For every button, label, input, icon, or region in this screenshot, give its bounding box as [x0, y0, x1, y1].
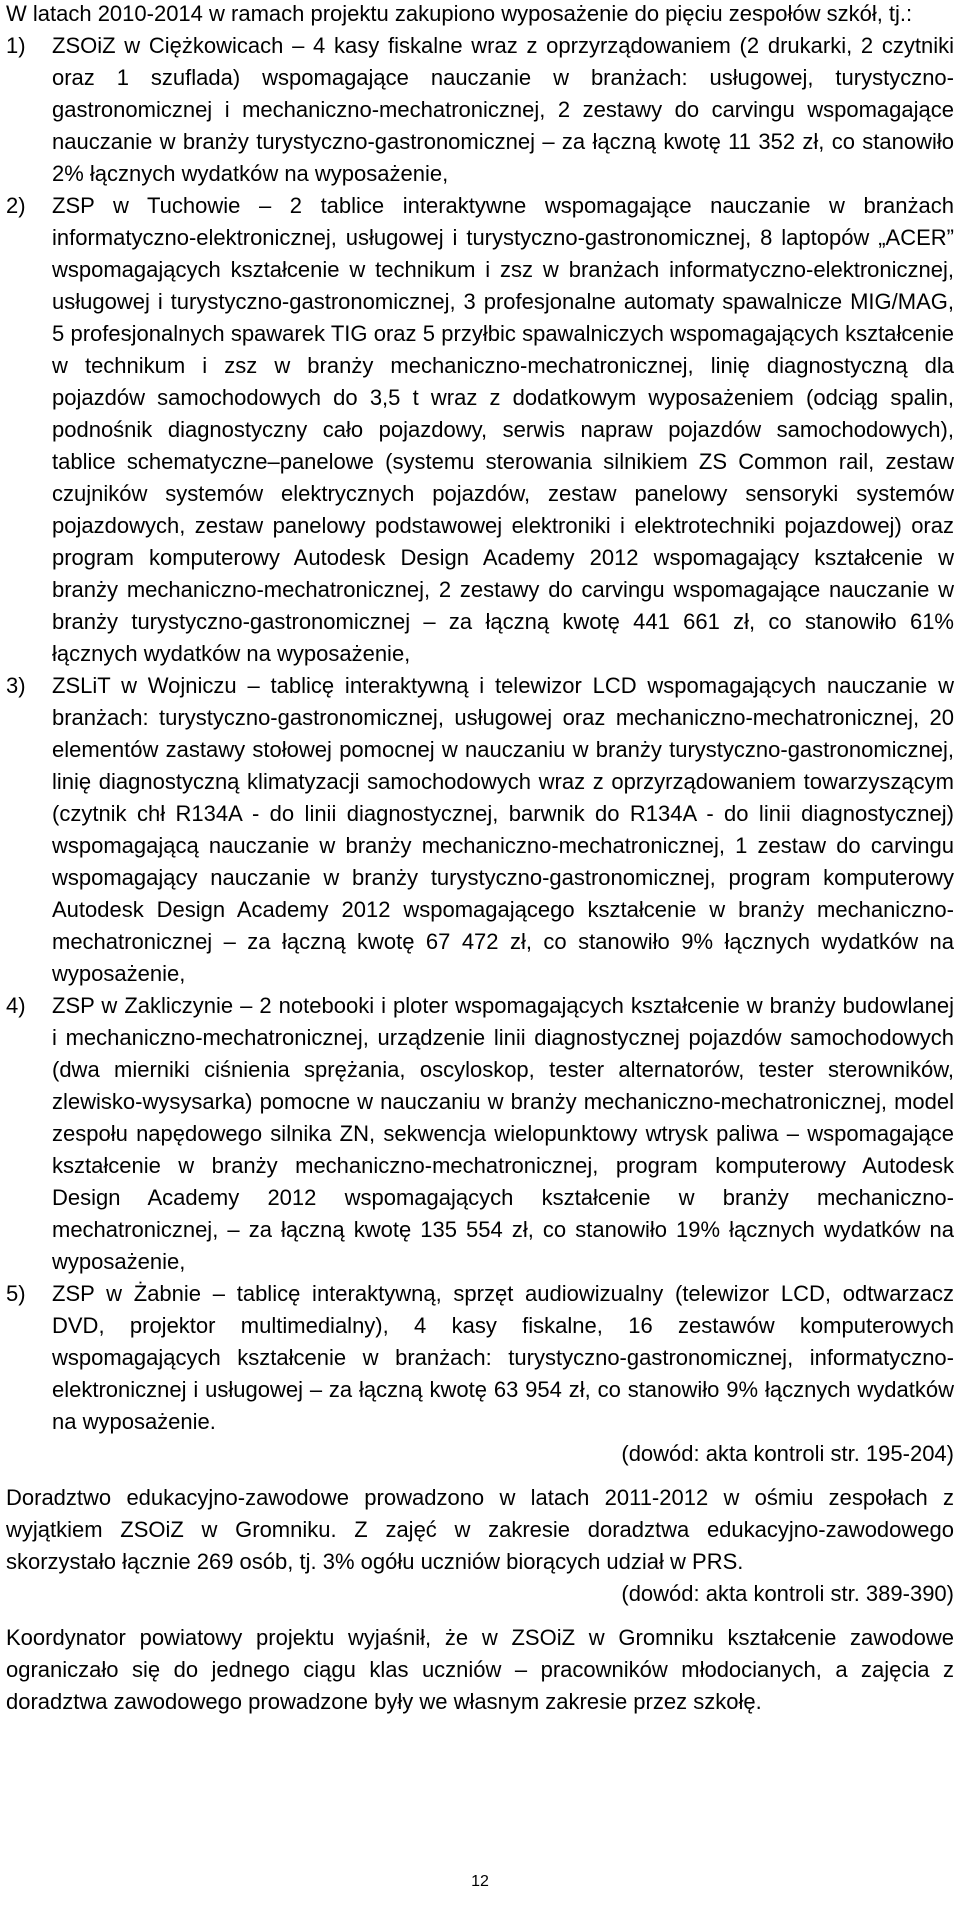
evidence-reference: (dowód: akta kontroli str. 389-390) — [621, 1581, 954, 1606]
list-item — [6, 30, 954, 190]
intro-line: W latach 2010-2014 w ramach projektu zakupiono wyposażenie do pięciu zespołów szkół, tj.: — [6, 1, 913, 26]
paragraph-career-counseling: Doradztwo edukacyjno-zawodowe prowadzono w latach 2011-2012 w ośmiu zespołach z wyjątkiem ZSOiZ w Gromniku. Z zajęć w zakresie doradztwa edukacyjno-zawodowego skorzystało łącznie 269 osób, tj. 3% ogółu uczniów biorących udział w PRS. — [6, 1485, 954, 1574]
paragraph-coordinator-explanation: Koordynator powiatowy projektu wyjaśnił, że w ZSOiZ w Gromniku kształcenie zawodowe ograniczało się do jednego ciągu klas uczniów – pracowników młodocianych, a zajęcia z doradztwa zawodowego prowadzone były we własnym zakresie przez szkołę. — [6, 1625, 954, 1714]
list-item-text: ZSOiZ w Ciężkowicach – 4 kasy fiskalne wraz z oprzyrządowaniem (2 drukarki, 2 czytniki oraz 1 szuflada) wspomagające nauczanie w branżach: usługowej, turystyczno-gastronomicznej i mechaniczno-mechatronicznej, 2 zestawy do carvingu wspomagające nauczanie w branży turystyczno-gastronomicznej – za łączną kwotę 11 352 zł, co stanowiło 2% łącznych wydatków na wyposażenie, — [52, 33, 954, 186]
list-item-number: 2) — [6, 193, 26, 218]
spacer — [6, 1470, 954, 1482]
list-item-number: 4) — [6, 993, 26, 1018]
list-item — [6, 190, 954, 670]
spacer — [6, 1610, 954, 1622]
evidence-reference: (dowód: akta kontroli str. 195-204) — [621, 1441, 954, 1466]
list-item-text: ZSP w Tuchowie – 2 tablice interaktywne wspomagające nauczanie w branżach informatyczno-elektronicznej, usługowej i turystyczno-gastronomicznej, 8 laptopów „ACER” wspomagających kształcenie w technikum i zsz w branżach informatyczno-elektronicznej, usługowej i turystyczno-gastronomicznej, 3 profesjonalne automaty spawalnicze MIG/MAG, 5 profesjonalnych spawarek TIG oraz 5 przyłbic spawalniczych wspomagających kształcenie w technikum i zsz w branży mechaniczno-mechatronicznej, linię diagnostyczną dla pojazdów samochodowych do 3,5 t wraz z dodatkowym wyposażeniem (odciąg spalin, podnośnik diagnostyczny cało pojazdowy, serwis napraw pojazdów samochodowych), tablice schematyczne–panelowe (systemu sterowania silnikiem ZS Common rail, zestaw czujników systemów elektrycznych pojazdów, zestaw panelowy sensoryki systemów pojazdowych, zestaw panelowy podstawowej elektroniki i elektrotechniki pojazdowej) oraz program komputerowy Autodesk Design Academy 2012 wspomagający kształcenie w branży mechaniczno-mechatronicznej, 2 zestawy do carvingu wspomagające nauczanie w branży turystyczno-gastronomicznej – za łączną kwotę 441 661 zł, co stanowiło 61% łącznych wydatków na wyposażenie, — [52, 193, 954, 666]
list-item-text: ZSP w Żabnie – tablicę interaktywną, sprzęt audiowizualny (telewizor LCD, odtwarzacz DVD, projektor multimedialny), 4 kasy fiskalne, 16 zestawów komputerowych wspomagających kształcenie w branżach: turystyczno-gastronomicznej, informatyczno-elektronicznej i usługowej – za łączną kwotę 63 954 zł, co stanowiło 9% łącznych wydatków na wyposażenie. — [52, 1281, 954, 1434]
schools-list — [6, 30, 954, 1438]
list-item — [6, 1278, 954, 1438]
list-item-number: 3) — [6, 673, 26, 698]
list-item-number: 5) — [6, 1281, 26, 1306]
list-item-number: 1) — [6, 33, 26, 58]
list-item — [6, 990, 954, 1278]
page-number: 12 — [471, 1873, 489, 1890]
list-item — [6, 670, 954, 990]
list-item-text: ZSLiT w Wojniczu – tablicę interaktywną i telewizor LCD wspomagających nauczanie w branżach: turystyczno-gastronomicznej, usługowej oraz mechaniczno-mechatronicznej, 20 elementów zastawy stołowej pomocnej w nauczaniu w branży turystyczno-gastronomicznej, linię diagnostyczną klimatyzacji samochodowych wraz z oprzyrządowaniem towarzyszącym (czytnik chł R134A - do linii diagnostycznej, barwnik do R134A - do linii diagnostycznej) wspomagającą nauczanie w branży mechaniczno-mechatronicznej, 1 zestaw do carvingu wspomagający nauczanie w branży turystyczno-gastronomicznej, program komputerowy Autodesk Design Academy 2012 wspomagającego kształcenie w branży mechaniczno-mechatronicznej – za łączną kwotę 67 472 zł, co stanowiło 9% łącznych wydatków na wyposażenie, — [52, 673, 954, 986]
list-item-text: ZSP w Zakliczynie – 2 notebooki i ploter wspomagających kształcenie w branży budowlanej i mechaniczno-mechatronicznej, urządzenie linii diagnostycznej pojazdów samochodowych (dwa mierniki ciśnienia sprężania, oscyloskop, tester alternatorów, tester sterowników, zlewisko-wysysarka) pomocne w nauczaniu w branży mechaniczno-mechatronicznej, model zespołu napędowego silnika ZN, sekwencja wielopunktowy wtrysk paliwa – wspomagające kształcenie w branży mechaniczno-mechatronicznej, program komputerowy Autodesk Design Academy 2012 wspomagających kształcenie w branży mechaniczno-mechatronicznej, – za łączną kwotę 135 554 zł, co stanowiło 19% łącznych wydatków na wyposażenie, — [52, 993, 954, 1274]
